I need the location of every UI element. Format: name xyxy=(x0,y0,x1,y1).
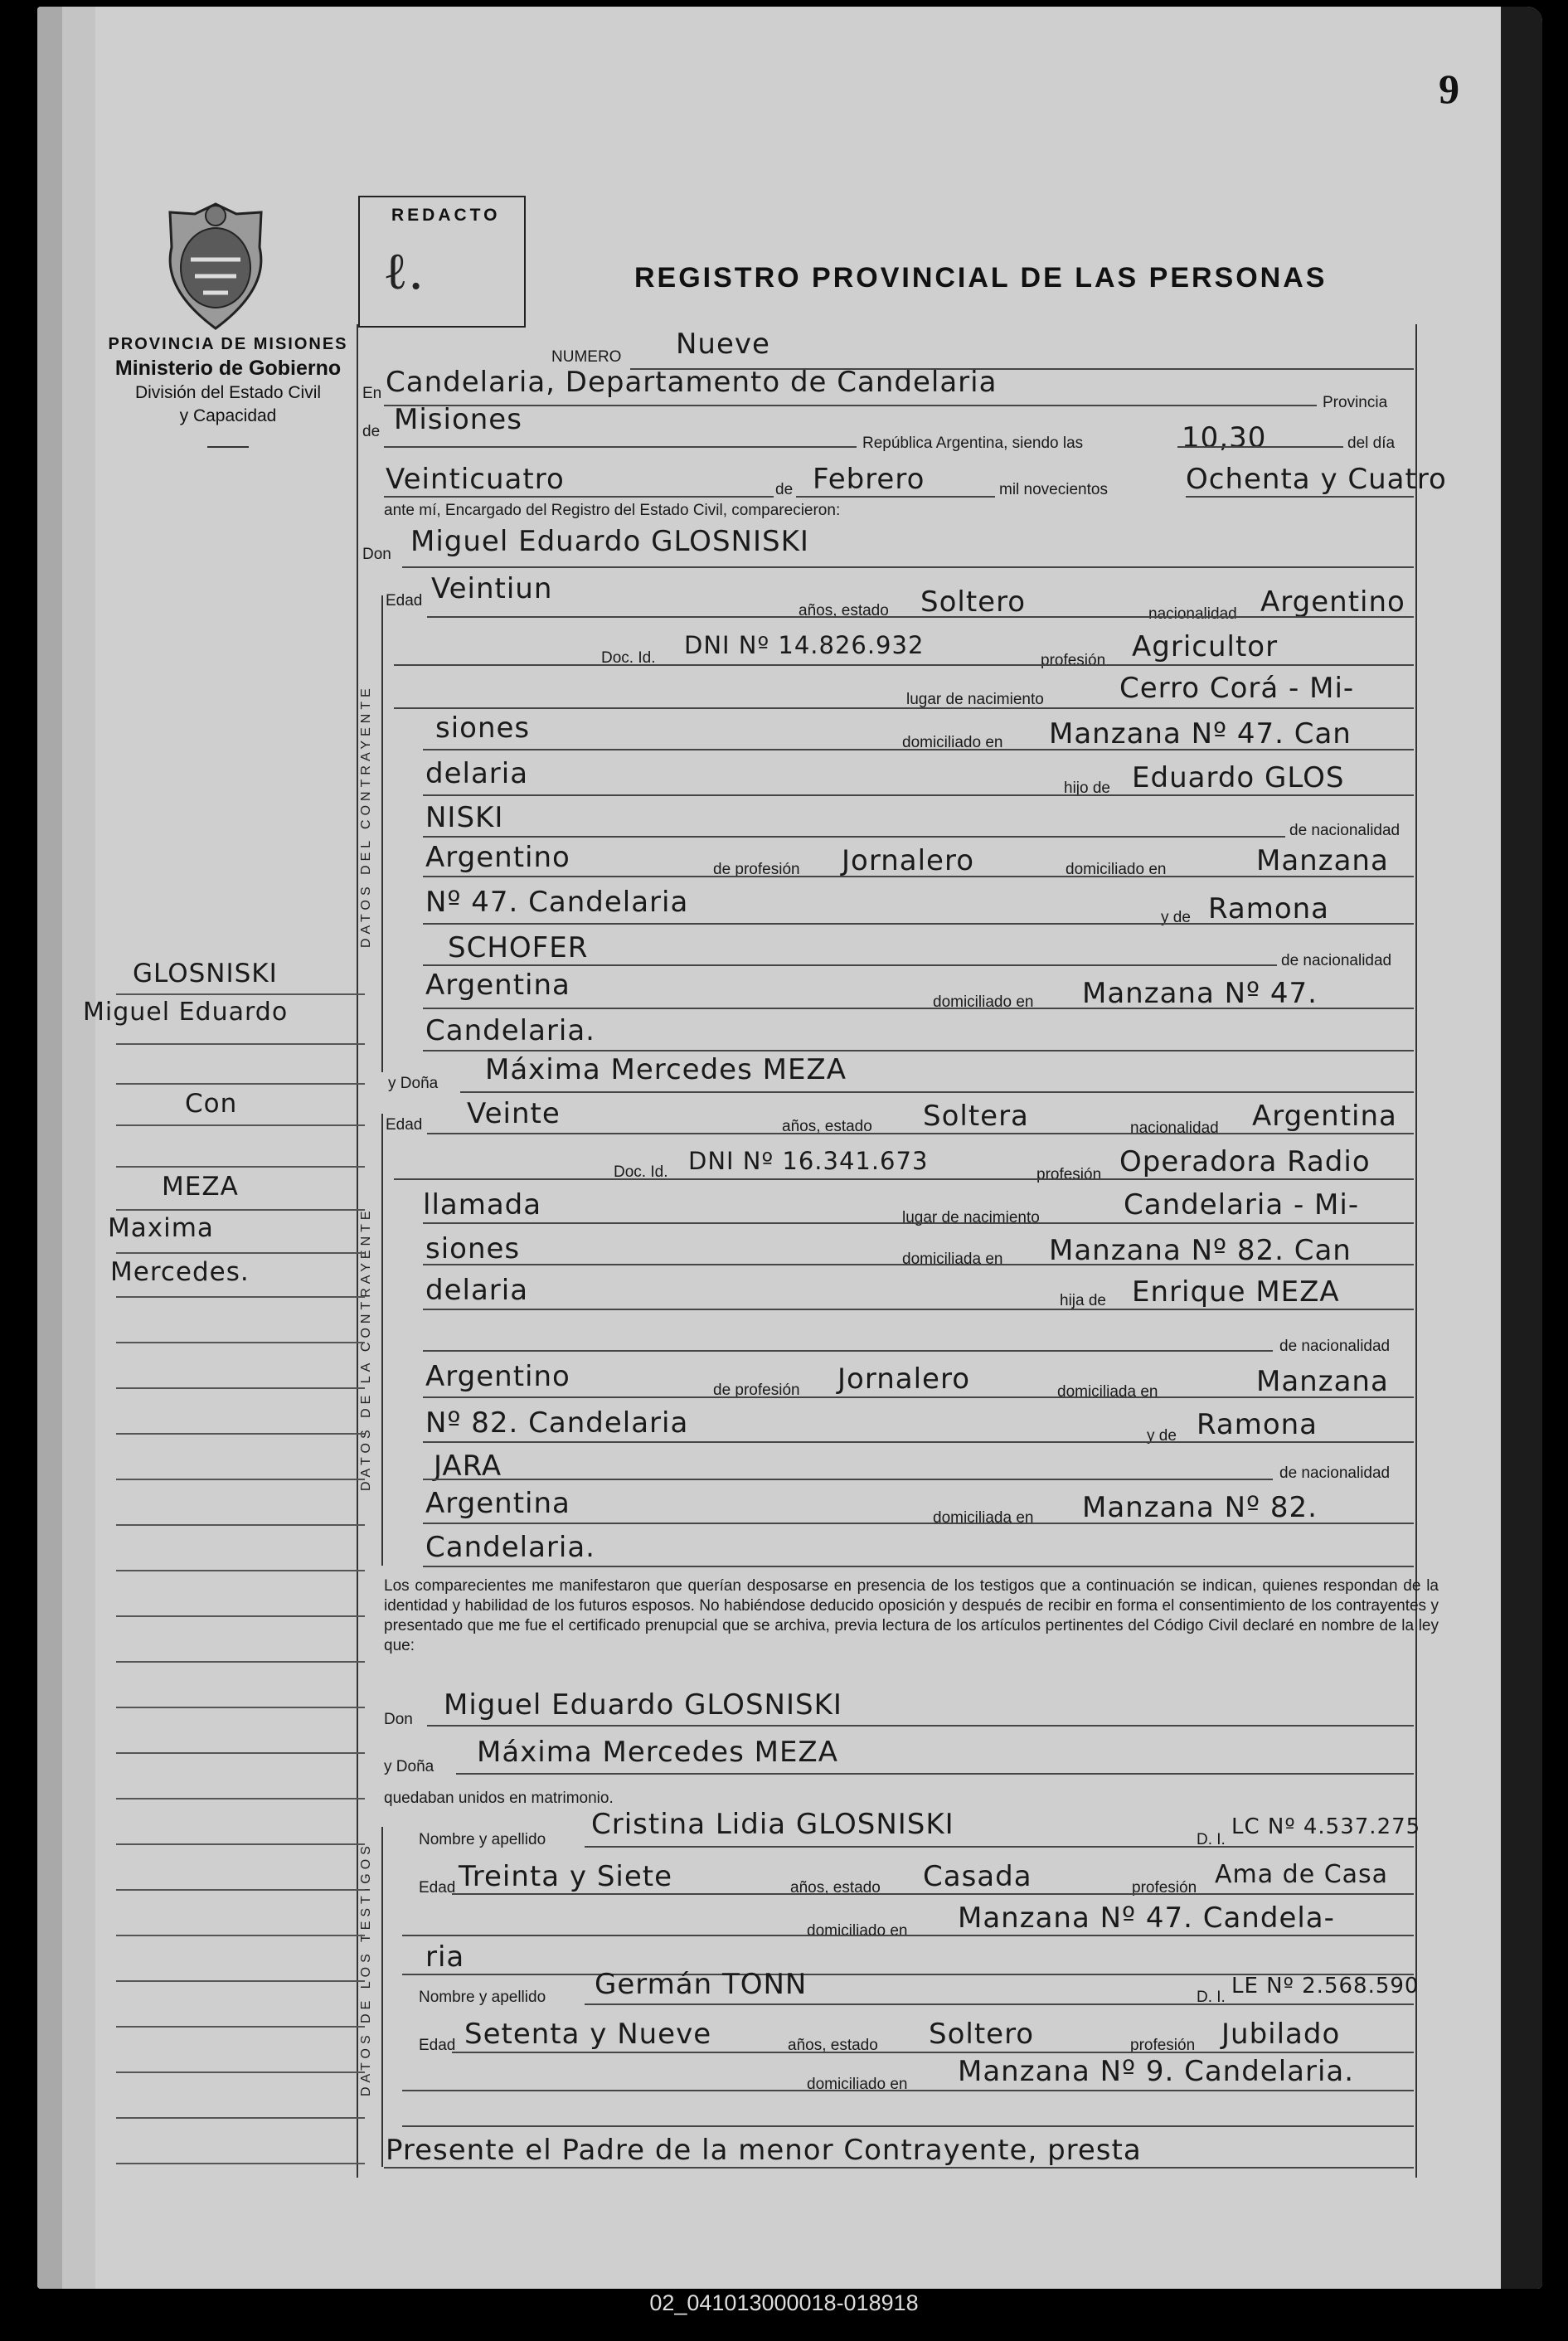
hora-value: 10,30 xyxy=(1182,421,1267,454)
margin-given-2a: Maxima xyxy=(108,1213,214,1243)
don-label: Don xyxy=(362,546,391,563)
bride-bracket xyxy=(381,1114,383,1566)
page-number: 9 xyxy=(1439,66,1459,112)
bride-father-dom: Manzana xyxy=(1256,1365,1389,1398)
groom-doc: DNI Nº 14.826.932 xyxy=(684,631,925,659)
margin-line xyxy=(116,1387,365,1389)
anio-value: Ochenta y Cuatro xyxy=(1186,463,1447,496)
groom-nac: Argentino xyxy=(1260,585,1405,619)
w2-dom-line xyxy=(402,2090,1414,2091)
w1-prof-label: profesión xyxy=(1132,1879,1197,1897)
book-edge xyxy=(1501,7,1542,2289)
header-capacity: y Capacidad xyxy=(179,406,277,425)
document-title: REGISTRO PROVINCIAL DE LAS PERSONAS xyxy=(634,262,1328,294)
groom-father-dom2: Nº 47. Candelaria xyxy=(425,886,689,919)
redacto-box xyxy=(358,196,526,328)
groom-father-line xyxy=(423,836,1285,838)
margin-line xyxy=(116,1209,365,1211)
de-label: de xyxy=(362,423,381,440)
groom-nac-label: nacionalidad xyxy=(1148,605,1237,623)
groom-father-prof-label: de profesión xyxy=(713,861,800,878)
groom-father-prof-line xyxy=(423,876,1414,877)
bride-mother-label: y de xyxy=(1147,1427,1177,1445)
w1-edad-label: Edad xyxy=(419,1879,456,1897)
w1-dom: Manzana Nº 47. Candela- xyxy=(958,1901,1335,1935)
w2-nombre-label: Nombre y apellido xyxy=(419,1989,546,2006)
de-mes-label: de xyxy=(775,481,794,498)
dona-label: y Doña xyxy=(388,1075,439,1092)
bride-name: Máxima Mercedes MEZA xyxy=(485,1053,847,1086)
groom-end-line xyxy=(423,1050,1414,1052)
margin-line xyxy=(116,1889,365,1891)
bride-father-dom-label: domiciliada en xyxy=(1057,1383,1158,1401)
margin-line xyxy=(116,1524,365,1526)
bride-mother-dom2: Candelaria. xyxy=(425,1531,595,1564)
groom-edad-label: Edad xyxy=(386,592,423,610)
bride-doc-line xyxy=(394,1178,1414,1180)
w2-edad-label: Edad xyxy=(419,2037,456,2054)
w1-nombre-label: Nombre y apellido xyxy=(419,1831,546,1848)
bride-end-line xyxy=(423,1566,1414,1567)
bride-father: Enrique MEZA xyxy=(1132,1275,1340,1309)
groom-mother-line xyxy=(423,923,1414,925)
republica-label: República Argentina, siendo las xyxy=(862,435,1084,452)
w1-di-label: D. I. xyxy=(1197,1831,1226,1848)
w2-di-label: D. I. xyxy=(1197,1989,1226,2006)
groom-lugar: Cerro Corá - Mi- xyxy=(1119,672,1355,705)
margin-line xyxy=(116,1083,365,1085)
groom-doc-line xyxy=(394,664,1414,666)
margin-line xyxy=(116,1752,365,1754)
bride-hija-label: hija de xyxy=(1060,1292,1106,1309)
margin-con: Con xyxy=(185,1089,238,1119)
margin-line xyxy=(116,1166,365,1168)
w1-edad-line xyxy=(452,1893,1414,1895)
decl-dona-line xyxy=(456,1773,1414,1775)
w2-name-line xyxy=(585,2003,1414,2005)
w1-estado: Casada xyxy=(923,1860,1032,1893)
margin-line xyxy=(116,1124,365,1126)
header-ministry: Ministerio de Gobierno xyxy=(114,357,342,380)
mes-value: Febrero xyxy=(813,463,925,496)
mes-line xyxy=(796,496,995,498)
bride-edad-line xyxy=(427,1133,1414,1134)
bride-edad-label: Edad xyxy=(386,1116,423,1134)
groom-mother-nac-label: de nacionalidad xyxy=(1281,952,1392,969)
del-dia-label: del día xyxy=(1347,435,1396,452)
bride-anos-label: años, estado xyxy=(782,1118,872,1135)
bride-mother2: JARA xyxy=(434,1450,502,1483)
groom-hijo-line xyxy=(423,794,1414,796)
groom-father2: NISKI xyxy=(425,801,504,834)
numero-value: Nueve xyxy=(676,328,770,361)
groom-prof: Agricultor xyxy=(1132,630,1279,663)
bride-lugar: Candelaria - Mi- xyxy=(1124,1188,1360,1221)
groom-mother-dom: Manzana Nº 47. xyxy=(1082,977,1318,1010)
groom-bracket xyxy=(381,595,383,1072)
margin-line xyxy=(116,993,365,995)
bride-prof-label: profesión xyxy=(1036,1166,1102,1183)
decl-don-label: Don xyxy=(384,1711,413,1728)
bride-section-label: DATOS DE LA CONTRAYENTE xyxy=(359,1207,373,1491)
decl-dona-value: Máxima Mercedes MEZA xyxy=(477,1736,838,1769)
groom-hijo-label: hijo de xyxy=(1064,780,1110,797)
provincia-label: Provincia xyxy=(1323,394,1388,411)
anio-line xyxy=(1186,496,1414,498)
binding-spine xyxy=(37,7,62,2289)
groom-dom-line xyxy=(423,749,1414,750)
margin-line xyxy=(116,1843,365,1845)
w1-prof: Ama de Casa xyxy=(1215,1860,1389,1889)
groom-mother-dom2: Candelaria. xyxy=(425,1014,595,1047)
groom-father-nac-label: de nacionalidad xyxy=(1289,822,1401,839)
dia-line xyxy=(384,496,774,498)
bride-father-line xyxy=(423,1350,1273,1352)
final-text: Presente el Padre de la menor Contrayente, presta xyxy=(386,2134,1142,2167)
margin-line xyxy=(116,1798,365,1799)
w1-anos-label: años, estado xyxy=(790,1879,881,1897)
groom-father: Eduardo GLOS xyxy=(1132,761,1345,794)
groom-mother-label: y de xyxy=(1161,909,1191,926)
bride-mother-nac: Argentina xyxy=(425,1487,570,1520)
bride-doc-label: Doc. Id. xyxy=(614,1163,668,1181)
bride-estado: Soltera xyxy=(923,1100,1029,1133)
w2-di: LE Nº 2.568.590 xyxy=(1231,1974,1420,1999)
en-label: En xyxy=(362,385,382,402)
header-province: PROVINCIA DE MISIONES xyxy=(108,335,348,353)
hora-line xyxy=(1177,446,1343,448)
bride-lugar-label: lugar de nacimiento xyxy=(902,1209,1040,1226)
bride-hija-line xyxy=(423,1309,1414,1310)
margin-line xyxy=(116,1433,365,1435)
main-left-rule xyxy=(357,324,358,2178)
w2-prof-label: profesión xyxy=(1130,2037,1196,2054)
margin-given-2b: Mercedes. xyxy=(110,1257,250,1287)
w1-name-line xyxy=(585,1846,1414,1848)
w2-dom-label: domiciliado en xyxy=(807,2076,908,2093)
groom-section-label: DATOS DEL CONTRAYENTE xyxy=(359,684,373,948)
w1-age: Treinta y Siete xyxy=(459,1860,673,1893)
final-line xyxy=(384,2167,1414,2169)
main-right-rule xyxy=(1415,324,1417,2178)
witness-bracket xyxy=(381,1827,383,2167)
lugar-line xyxy=(384,405,1317,406)
margin-line xyxy=(116,1615,365,1617)
bride-mother-line xyxy=(423,1441,1414,1443)
witness-section-label: DATOS DE LOS TESTIGOS xyxy=(359,1842,373,2096)
coat-of-arms-icon xyxy=(153,197,278,334)
groom-dom2: delaria xyxy=(425,757,529,790)
groom-father-dom-label: domiciliado en xyxy=(1066,861,1167,878)
bride-lugar-line xyxy=(423,1222,1414,1224)
image-caption: 02_041013000018-018918 xyxy=(649,2290,919,2315)
groom-mother: Ramona xyxy=(1208,892,1330,925)
bride-doc: DNI Nº 16.341.673 xyxy=(688,1147,929,1175)
groom-dom-label: domiciliado en xyxy=(902,734,1003,751)
w2-dom: Manzana Nº 9. Candelaria. xyxy=(958,2055,1355,2088)
declaration-paragraph: Los comparecientes me manifestaron que querían desposarse en presencia de los testigos que a continuación se indican, quienes respondan de la identidad y habilidad de los futuros esposos. No habiéndose deducido oposición y después de recibir en forma el consentimiento de los contrayentes y presentado que me fue el certificado prenupcial que se archiva, previa lectura de los artículos pertinentes del Código Civil declaré en nombre de la ley que: xyxy=(384,1577,1439,1654)
margin-line xyxy=(116,2071,365,2073)
bride-father-prof-label: de profesión xyxy=(713,1382,800,1399)
groom-mother-dom-label: domiciliado en xyxy=(933,993,1034,1011)
decl-don-value: Miguel Eduardo GLOSNISKI xyxy=(444,1688,842,1722)
bride-prof: Operadora Radio xyxy=(1119,1145,1371,1178)
w2-estado: Soltero xyxy=(929,2018,1035,2051)
w2-age: Setenta y Nueve xyxy=(464,2018,712,2051)
margin-line xyxy=(116,1707,365,1708)
w2-edad-line xyxy=(452,2052,1414,2053)
groom-mother-dom-line xyxy=(423,1008,1414,1009)
groom-lugar2: siones xyxy=(435,712,531,745)
margin-line xyxy=(116,1935,365,1936)
margin-line xyxy=(116,1980,365,1982)
w2-prof: Jubilado xyxy=(1221,2018,1341,2051)
numero-label: NUMERO xyxy=(551,348,622,366)
bride-dom2: delaria xyxy=(425,1274,529,1307)
groom-father-nac: Argentino xyxy=(425,841,570,874)
groom-dom: Manzana Nº 47. Can xyxy=(1049,717,1352,750)
margin-surname-1: GLOSNISKI xyxy=(133,959,278,988)
groom-doc-label: Doc. Id. xyxy=(601,649,656,667)
ante-mi-text: ante mí, Encargado del Registro del Estado Civil, comparecieron: xyxy=(384,502,841,519)
lugar-value: Candelaria, Departamento de Candelaria xyxy=(386,366,998,399)
groom-prof-label: profesión xyxy=(1041,652,1106,669)
groom-mother2-line xyxy=(423,964,1277,966)
bride-father-nac-label: de nacionalidad xyxy=(1279,1338,1391,1355)
margin-line xyxy=(116,1479,365,1480)
w2-anos-label: años, estado xyxy=(788,2037,878,2054)
quedaban-text: quedaban unidos en matrimonio. xyxy=(384,1790,614,1807)
w1-dom-line xyxy=(402,1935,1414,1936)
groom-age: Veintiun xyxy=(431,572,553,605)
w1-di: LC Nº 4.537.275 xyxy=(1231,1814,1421,1839)
redacto-mark: ℓ. xyxy=(383,240,425,301)
w1-dom-label: domiciliado en xyxy=(807,1922,908,1940)
groom-lugar-label: lugar de nacimiento xyxy=(906,691,1044,708)
groom-father-dom: Manzana xyxy=(1256,844,1389,877)
w1-dom2: ria xyxy=(425,1940,465,1974)
margin-line xyxy=(116,1252,365,1254)
groom-anos-label: años, estado xyxy=(799,602,889,619)
margin-line xyxy=(116,1661,365,1663)
provincia-line xyxy=(384,446,857,448)
groom-mother-nac: Argentina xyxy=(425,969,570,1002)
binding-shadow xyxy=(62,7,95,2289)
bride-father-nac: Argentino xyxy=(425,1360,570,1393)
groom-father-prof: Jornalero xyxy=(842,844,974,877)
bride-mother-dom-label: domiciliada en xyxy=(933,1509,1034,1527)
bride-nac: Argentina xyxy=(1252,1100,1397,1133)
margin-surname-2: MEZA xyxy=(162,1172,239,1202)
margin-line xyxy=(116,2163,365,2164)
groom-name: Miguel Eduardo GLOSNISKI xyxy=(410,525,809,558)
bride-father-prof: Jornalero xyxy=(837,1362,970,1396)
w2-name: Germán TONN xyxy=(595,1968,808,2001)
bride-dom-label: domiciliada en xyxy=(902,1251,1003,1268)
margin-line xyxy=(116,1043,365,1045)
provincia-value: Misiones xyxy=(394,403,522,436)
bride-mother-dom: Manzana Nº 82. xyxy=(1082,1491,1318,1524)
mil-novecientos-label: mil novecientos xyxy=(999,481,1108,498)
decl-don-line xyxy=(427,1725,1414,1727)
margin-line xyxy=(116,1296,365,1298)
bride-dom: Manzana Nº 82. Can xyxy=(1049,1234,1352,1267)
groom-edad-line xyxy=(427,616,1414,618)
groom-lugar-line xyxy=(394,707,1414,709)
header-divider xyxy=(207,446,249,448)
bride-mother-dom-line xyxy=(423,1523,1414,1524)
bride-mother2-line xyxy=(423,1479,1273,1480)
registry-page xyxy=(37,7,1542,2289)
bride-lugar2: siones xyxy=(425,1232,521,1265)
margin-line xyxy=(116,1570,365,1571)
w2-end-line xyxy=(402,2125,1414,2127)
bride-mother: Ramona xyxy=(1197,1408,1318,1441)
margin-given-1: Miguel Eduardo xyxy=(83,998,289,1027)
bride-age: Veinte xyxy=(467,1097,561,1130)
header-division: División del Estado Civil xyxy=(134,383,322,402)
groom-estado: Soltero xyxy=(920,585,1027,619)
bride-father-dom2: Nº 82. Candelaria xyxy=(425,1406,689,1440)
bride-dom-line xyxy=(423,1264,1414,1265)
redacto-label: REDACTO xyxy=(391,206,501,225)
decl-dona-label: y Doña xyxy=(384,1758,434,1775)
bride-father-prof-line xyxy=(423,1396,1414,1398)
bride-mother-nac-label: de nacionalidad xyxy=(1279,1464,1391,1482)
groom-mother2: SCHOFER xyxy=(448,931,589,964)
bride-nac-label: nacionalidad xyxy=(1130,1120,1219,1137)
w1-name: Cristina Lidia GLOSNISKI xyxy=(591,1808,954,1841)
margin-line xyxy=(116,2026,365,2028)
margin-line xyxy=(116,2117,365,2119)
groom-name-line xyxy=(402,566,1414,568)
bride-prof2: llamada xyxy=(423,1188,542,1221)
dia-value: Veinticuatro xyxy=(386,463,565,496)
bride-name-line xyxy=(460,1091,1414,1093)
margin-line xyxy=(116,1342,365,1343)
